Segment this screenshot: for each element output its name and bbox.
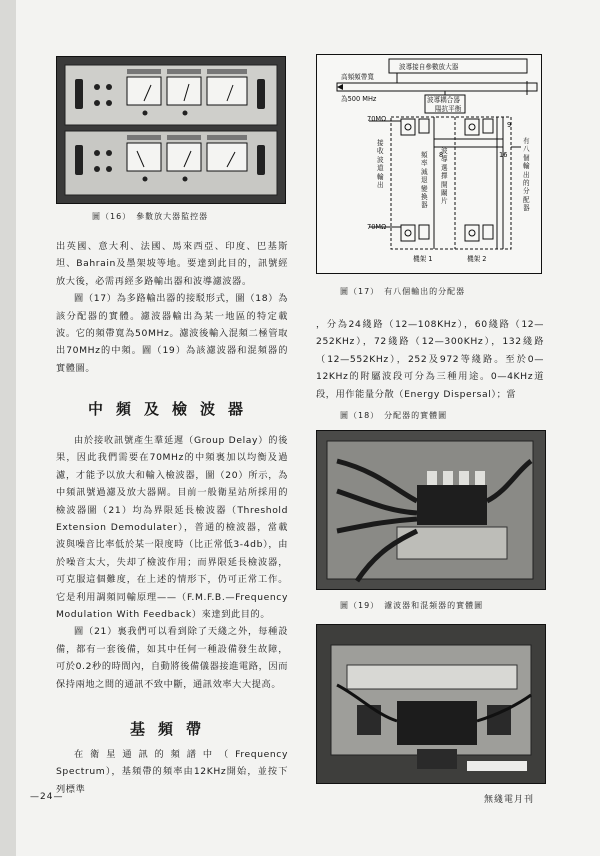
diagram-num-9: 9 bbox=[507, 121, 512, 129]
figure-19-caption: 圖（19） 濾波器和混頻器的實體圖 bbox=[340, 601, 484, 610]
diagram-balancer-label: 陽抗平衡 bbox=[435, 105, 462, 113]
left-paragraph-3: 由於接收訊號產生羣延遲（Group Delay）的後果，因此我們需要在70MHz的中頻裏加以均衡及過濾，才能予以放大和輸入檢波器，圖（20）所示，為中頻訊號過濾及放大器閘。目前一般衛星站所採用的檢波器圖（21）均為界限延長檢波器（Threshold Extension Demodulater），普通的檢波器，當載波與噪音比率低於某一限度時（比正常低3-4db），由於噪音太大，失却了檢波作用；而界限延長檢波器，可克服這個難度，在上述的情形下，仍可正常工作。它是利用調頻同輸原理——（F.M.F.B.—Frequency Modulation With Feedback）來達到此目的。 bbox=[56, 435, 288, 621]
diagram-receiver-output: 接收波道輸出 bbox=[377, 139, 384, 190]
diagram-num-16: 16 bbox=[499, 151, 508, 159]
heading-if-and-detector: 中頻及檢波器 bbox=[87, 400, 256, 418]
left-paragraph-2: 圖（17）為多路輸出器的接駁形式，圖（18）為該分配器的實體。濾波器輸出為某一地區的特定載波。它的頻帶寬為50MHz。濾波後輸入混頻二極管取出70MHz的中頻。圖（19）為該濾波器和混頻器的實體圖。 bbox=[56, 293, 288, 374]
right-column-text bbox=[316, 316, 544, 403]
diagram-filter-switch: 波導選擇開關片 bbox=[441, 147, 448, 206]
heading-baseband: 基頻帶 bbox=[129, 720, 214, 738]
diagram-rack-1: 機架 1 bbox=[413, 255, 433, 263]
figure-18-caption: 圖（18） 分配器的實體圖 bbox=[340, 411, 448, 420]
left-paragraph-1: 出英國、意大利、法國、馬來西亞、印度、巴基斯坦、Bahrain及墨架坡等地。要達到此目的，訊號經放大後，必需再經多路輸出器和波導濾波器。 bbox=[56, 241, 288, 287]
page-binding-edge bbox=[0, 0, 16, 856]
left-paragraph-5: 在衛星通訊的頻譜中（Frequency Spectrum），基頻帶的頻率由12KHz開始，並按下列標準 bbox=[56, 749, 288, 795]
diagram-top-label: 波導接自參數放大器 bbox=[399, 63, 459, 71]
right-paragraph-1: ，分為24綫路（12—108KHz），60綫路（12—252KHz），72綫路（12—300KHz），132綫路（12—552KHz），252及972等綫路。至於0—12KHz的附屬波段可分為三種用途。0—4KHz道段，用作能量分散（Energy Dispersal）；當 bbox=[316, 319, 544, 400]
diagram-rack-2: 機架 2 bbox=[467, 255, 487, 263]
magazine-name: 無綫電月刊 bbox=[484, 795, 535, 805]
figure-16-caption: 圖（16） 參數放大器監控器 bbox=[92, 212, 209, 221]
diagram-ohm-top: 70MΩ bbox=[367, 115, 387, 123]
distributor-diagram bbox=[316, 54, 542, 274]
diagram-num-8: 8 bbox=[439, 151, 444, 159]
diagram-hf-label-2: 為500 MHz bbox=[341, 95, 377, 103]
photo-parametric-amp-monitor bbox=[56, 56, 286, 204]
diagram-ohm-bottom: 70MΩ bbox=[367, 223, 387, 231]
photo-distributor bbox=[316, 430, 546, 590]
figure-17-caption: 圖（17） 有八個輸出的分配器 bbox=[340, 287, 466, 296]
diagram-freq-converter: 頻率減退變換器 bbox=[421, 151, 428, 210]
diagram-coupler-label: 波導耦合器 bbox=[427, 96, 460, 104]
left-paragraph-4: 圖（21）裏我們可以看到除了天綫之外，每種設備，都有一套後備，如其中任何一種設備發生故障，可於0.2秒的時間內，自動將後備儀器接進電路，因而保持兩地之間的通訊不致中斷，通訊效率大大提高。 bbox=[56, 626, 288, 690]
diagram-hf-label-1: 高頻頻帶寬 bbox=[341, 73, 374, 81]
diagram-outputs-note: 有八個輸出的分配器 bbox=[523, 137, 530, 213]
photo-filter-mixer bbox=[316, 624, 546, 784]
page-number: —24— bbox=[30, 792, 64, 802]
left-column-top bbox=[56, 238, 288, 377]
left-column-bottom bbox=[56, 746, 288, 798]
left-column-middle bbox=[56, 432, 288, 693]
